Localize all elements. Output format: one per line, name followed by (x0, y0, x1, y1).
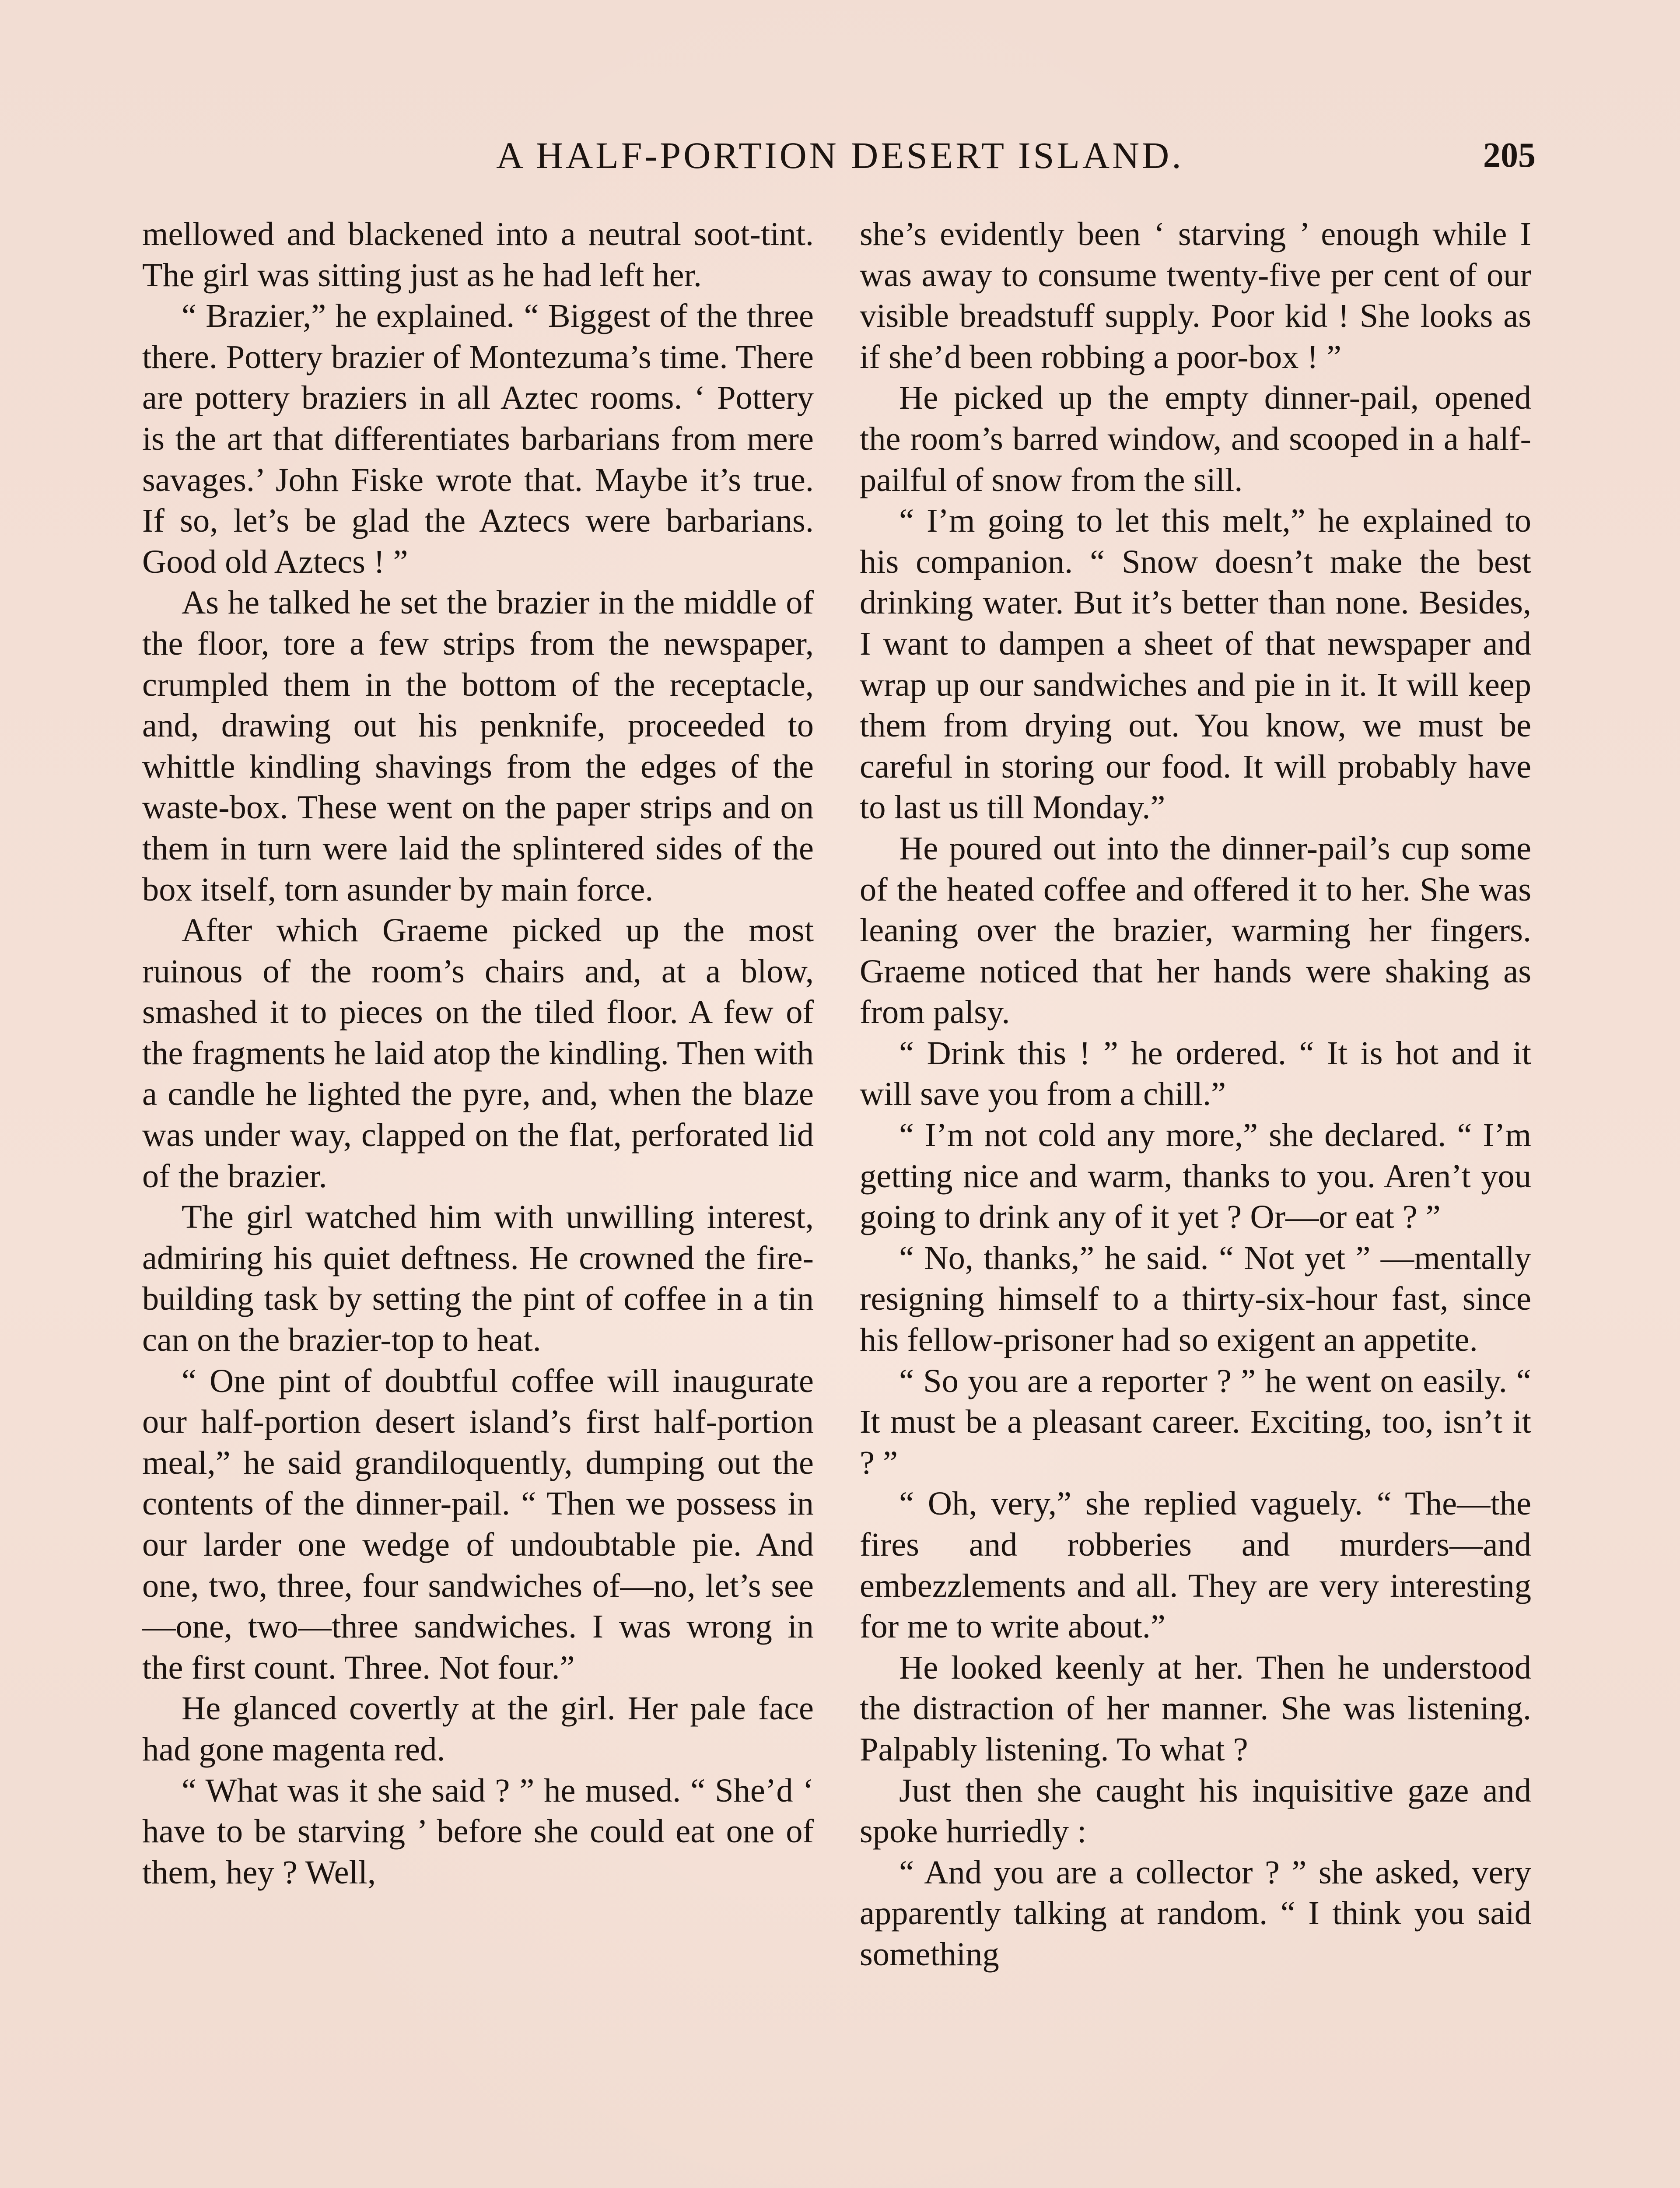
paragraph: mellowed and blackened into a neutral soot-tint. The girl was sitting just as he had left her. (142, 215, 814, 294)
paragraph: After which Graeme picked up the most ruinous of the room’s chairs and, at a blow, smashed it to pieces on the tiled floor. A few of the fragments he laid atop the kindling. Then with a candle he lighted the pyre, and, when the blaze was under way, clapped on the flat, perforated lid of the brazier. (142, 912, 814, 1195)
left-column (142, 214, 814, 2188)
paragraph: “ Oh, very,” she replied vaguely. “ The—the fires and robberies and murders—and embezzlements and all. They are very interesting for me to write about.” (860, 1485, 1531, 1645)
paragraph: “ No, thanks,” he said. “ Not yet ” —mentally resigning himself to a thirty-six-hour fast, since his fellow-prisoner had so exigent an appetite. (860, 1239, 1531, 1359)
paragraph: He poured out into the dinner-pail’s cup some of the heated coffee and offered it to her. She was leaning over the brazier, warming her fingers. Graeme noticed that her hands were shaking as from palsy. (860, 829, 1531, 1031)
paragraph: “ One pint of doubtful coffee will inaugurate our half-portion desert island’s first half-portion meal,” he said grandiloquently, dumping out the contents of the dinner-pail. “ Then we possess in our larder one wedge of undoubtable pie. And one, two, three, four sandwiches of—no, let’s see—one, two—three sandwiches. I was wrong in the first count. Three. Not four.” (142, 1362, 814, 1686)
paragraph: The girl watched him with unwilling interest, admiring his quiet deftness. He crowned the fire-building task by setting the pint of coffee in a tin can on the brazier-top to heat. (142, 1198, 814, 1359)
paragraph: As he talked he set the brazier in the middle of the floor, tore a few strips from the newspaper, crumpled them in the bottom of the receptacle, and, drawing out his penknife, proceeded to whittle kindling shavings from the edges of the waste-box. These went on the paper strips and on them in turn were laid the splintered sides of the box itself, torn asunder by main force. (142, 584, 814, 908)
paragraph: He looked keenly at her. Then he understood the distraction of her manner. She was listening. Palpably listening. To what ? (860, 1648, 1531, 1768)
paragraph: “ I’m not cold any more,” she declared. “ I’m getting nice and warm, thanks to you. Aren’t you going to drink any of it yet ? Or—or eat ? ” (860, 1116, 1531, 1236)
paragraph: He picked up the empty dinner-pail, opened the room’s barred window, and scooped in a half-pailful of snow from the sill. (860, 379, 1531, 498)
paragraph: “ Brazier,” he explained. “ Biggest of the three there. Pottery brazier of Montezuma’s time. There are pottery braziers in all Aztec rooms. ‘ Pottery is the art that differentiates barbarians from mere savages.’ John Fiske wrote that. Maybe it’s true. If so, let’s be glad the Aztecs were barbarians. Good old Aztecs ! ” (142, 297, 814, 580)
paragraph: He glanced covertly at the girl. Her pale face had gone magenta red. (142, 1690, 814, 1768)
page-header (144, 131, 1536, 179)
paragraph: she’s evidently been ‘ starving ’ enough while I was away to consume twenty-five per cent of our visible breadstuff supply. Poor kid ! She looks as if she’d been robbing a poor-box ! ” (860, 215, 1531, 375)
paragraph: “ What was it she said ? ” he mused. “ She’d ‘ have to be starving ’ before she could eat one of them, hey ? Well, (142, 1771, 814, 1891)
right-column (860, 214, 1531, 2188)
running-title: A HALF-PORTION DESERT ISLAND. (496, 134, 1184, 176)
paragraph: Just then she caught his inquisitive gaze and spoke hurriedly : (860, 1771, 1531, 1850)
paragraph: “ I’m going to let this melt,” he explained to his companion. “ Snow doesn’t make the best drinking water. But it’s better than none. Besides, I want to dampen a sheet of that newspaper and wrap up our sandwiches and pie in it. It will keep them from drying out. You know, we must be careful in storing our food. It will probably have to last us till Monday.” (860, 502, 1531, 826)
paragraph: “ And you are a collector ? ” she asked, very apparently talking at random. “ I think you said something (860, 1853, 1531, 1973)
paragraph: “ So you are a reporter ? ” he went on easily. “ It must be a pleasant career. Exciting, too, isn’t it ? ” (860, 1362, 1531, 1481)
paragraph: “ Drink this ! ” he ordered. “ It is hot and it will save you from a chill.” (860, 1034, 1531, 1113)
page-number: 205 (1483, 136, 1536, 175)
